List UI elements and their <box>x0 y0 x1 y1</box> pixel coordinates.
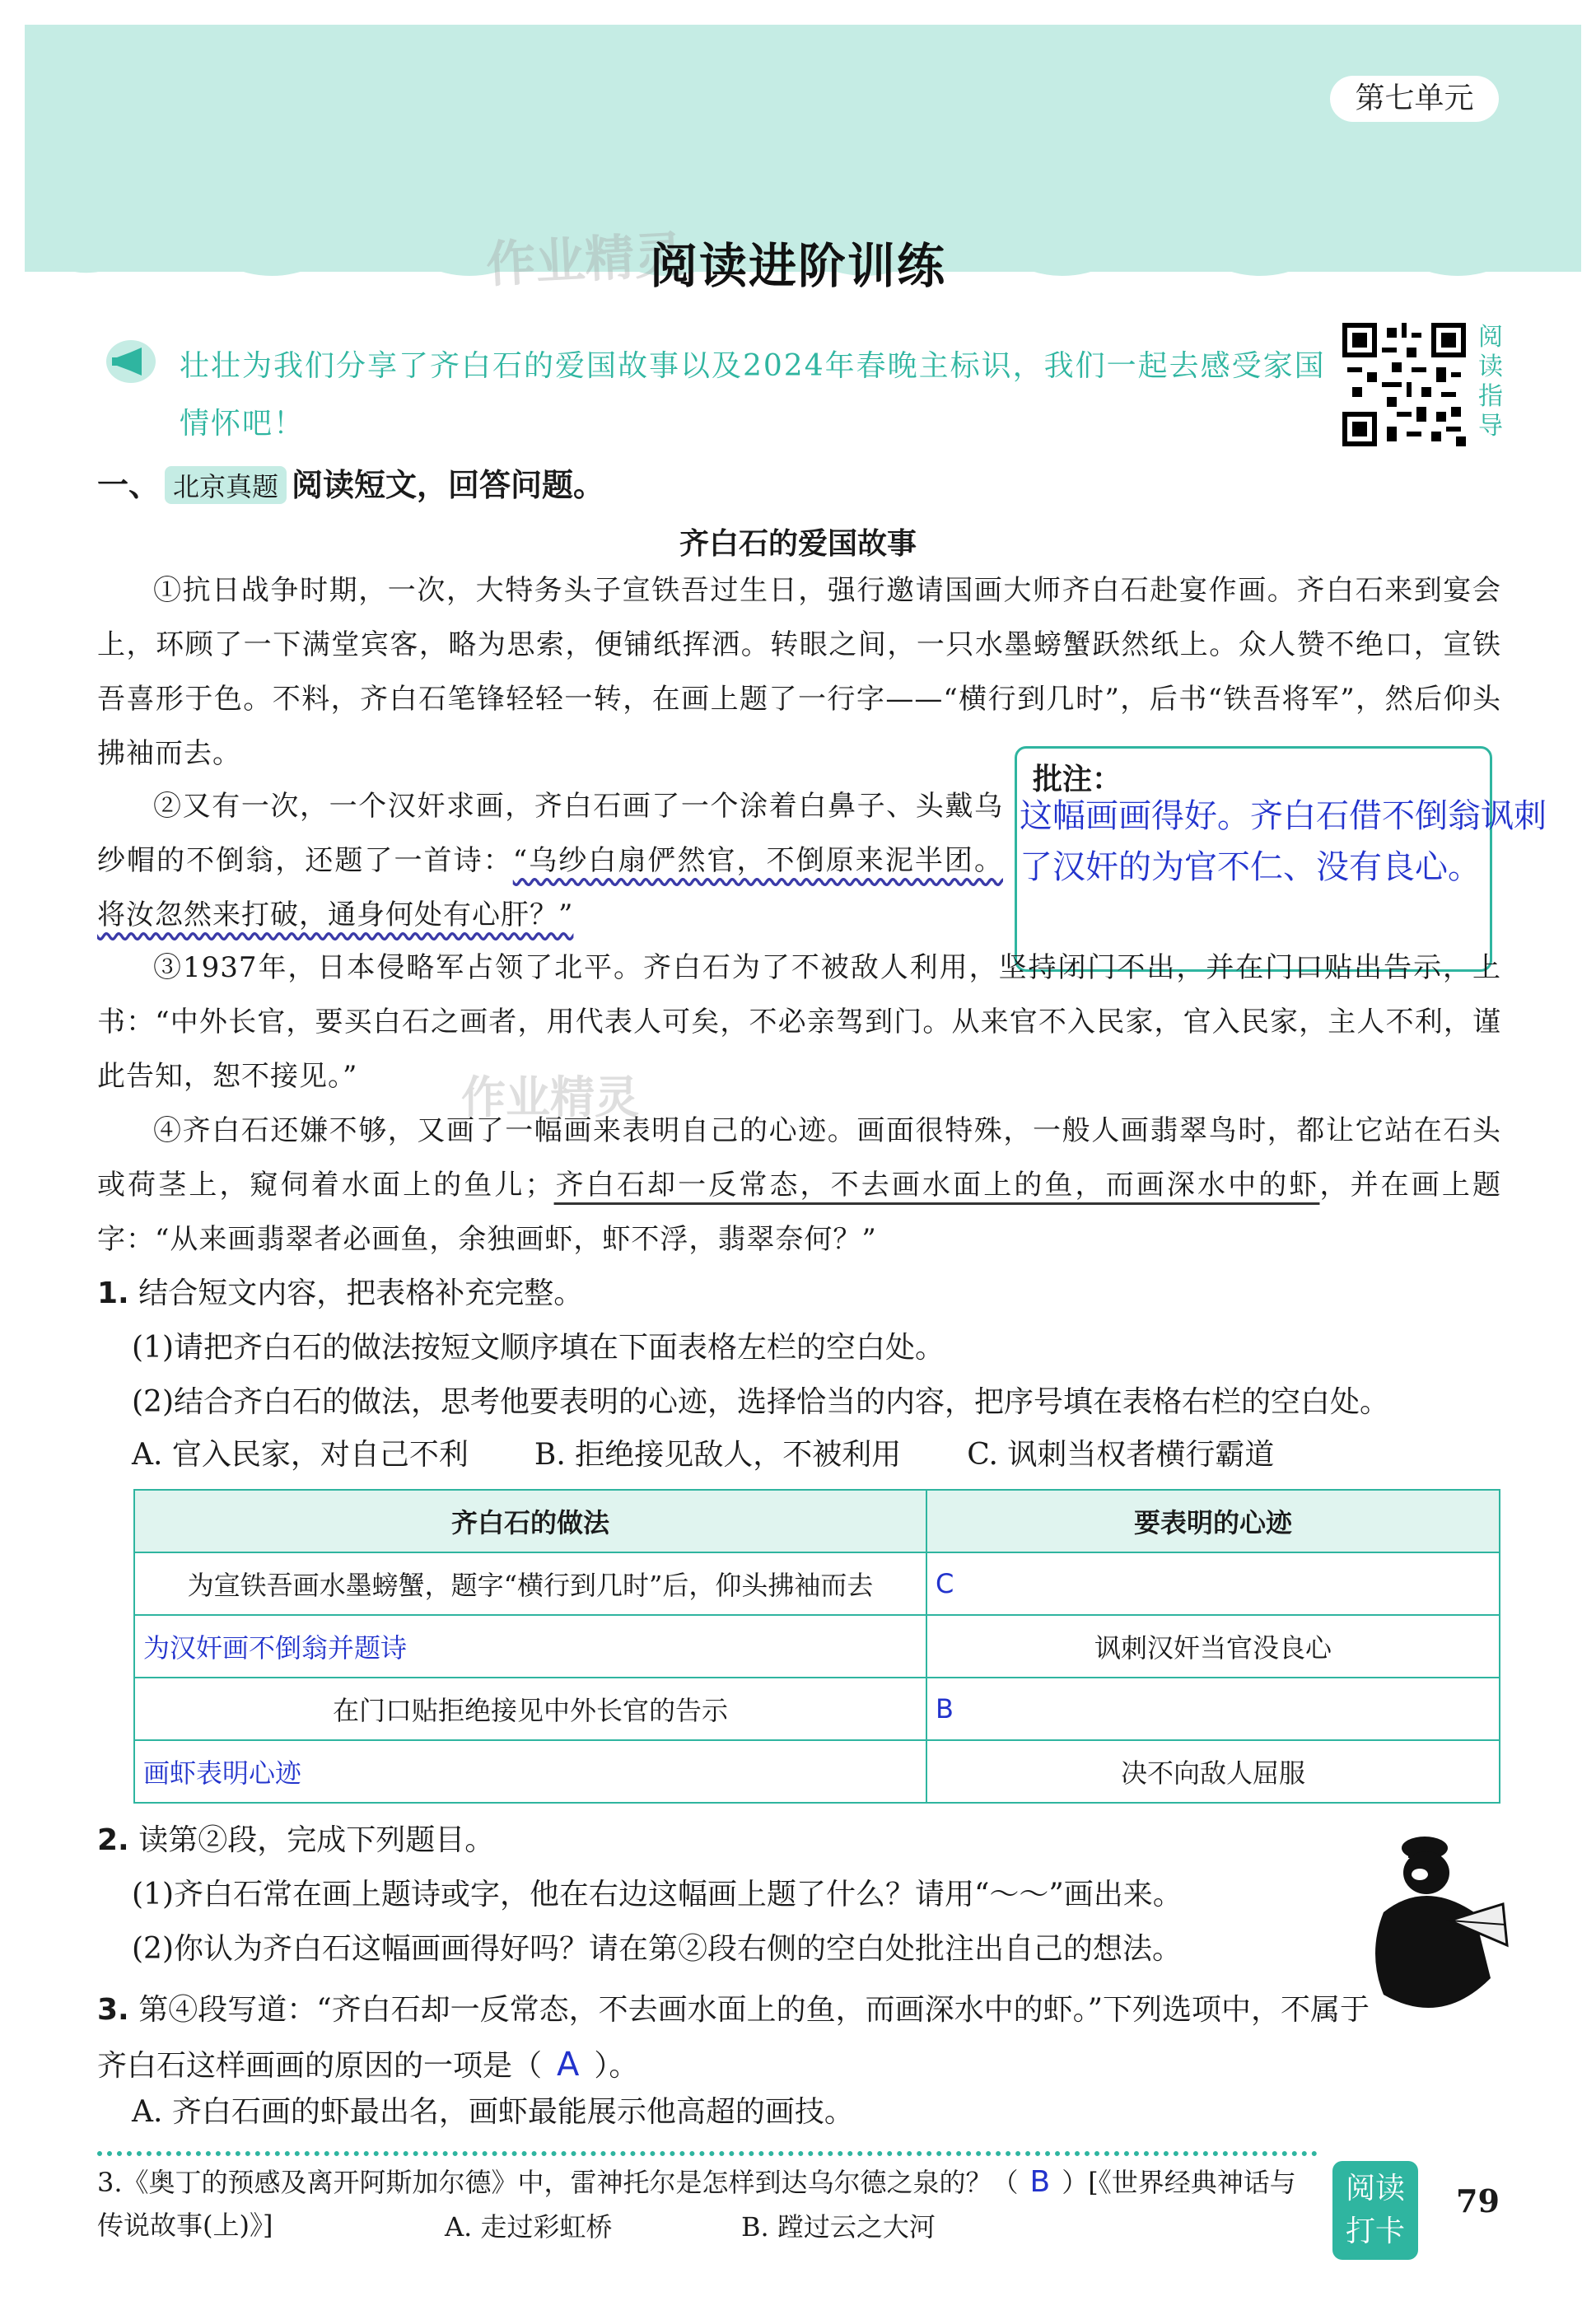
table-row <box>134 1678 1500 1740</box>
table-header-right: 要表明的心迹 <box>926 1490 1500 1552</box>
question-2-sub1: (1)齐白石常在画上题诗或字，他在右边这幅画上题了什么？请用“～～”画出来。 <box>132 1878 1183 1911</box>
page-number: 79 <box>1456 2182 1500 2219</box>
question-3-stem-a: 第④段写道：“齐白石却一反常态，不去画水面上的鱼，而画深水中的虾。”下列选项中，不属于齐白石这样画画的原因的一项是（ <box>97 1993 1370 2083</box>
option-a: A. 官入民家，对自己不利 <box>132 1438 469 1472</box>
watermark-middle: 作业精灵 <box>461 1071 639 1123</box>
question-1-options <box>132 1435 1499 1476</box>
unit-tag: 第七单元 <box>1330 76 1499 122</box>
paragraph-4 <box>97 1104 1501 1267</box>
poem-wavy-underline: “乌纱白扇俨然官，不倒原来泥半团。将汝忽然来打破，通身何处有心肝？” <box>97 844 1003 931</box>
table-cell-meaning: 讽刺汉奸当官没良心 <box>926 1615 1500 1678</box>
footer-question-text-a: 3.《奥丁的预感及离开阿斯加尔德》中，雷神托尔是怎样到达乌尔德之泉的？（ <box>97 2167 1019 2198</box>
footer-question <box>97 2161 1316 2247</box>
table-header-left: 齐白石的做法 <box>134 1490 926 1552</box>
table-cell-action: 在门口贴拒绝接见中外长官的告示 <box>134 1678 926 1740</box>
table-cell-answer[interactable]: 画虾表明心迹 <box>134 1740 926 1803</box>
paragraph-4-text-a: ④齐白石还嫌不够，又画了一幅画来表明自己的心迹。画面很特殊，一般人画翡翠鸟时，都让它站在石头或荷茎上，窥伺着水面上的鱼儿； <box>97 1114 1501 1202</box>
exam-tag: 北京真题 <box>165 466 287 504</box>
paragraph-2 <box>97 779 1003 942</box>
question-1-stem: 结合短文内容，把表格补充完整。 <box>138 1277 584 1310</box>
qr-label: 阅读指导 <box>1478 323 1503 441</box>
question-3-answer[interactable]: A <box>557 2046 580 2084</box>
table-row <box>134 1740 1500 1803</box>
table-row <box>134 1615 1500 1678</box>
annotation-head: 批注： <box>1033 763 1122 796</box>
paragraph-4-text-b: ，并在画上题字：“从来画翡翠者必画鱼，余独画虾，虾不浮，翡翠奈何？” <box>97 1169 1502 1256</box>
answer-table <box>133 1489 1500 1804</box>
page-title: 阅读进阶训练 <box>649 238 946 294</box>
paragraph-3: ③1937年，日本侵略军占领了北平。齐白石为了不被敌人利用，坚持闭门不出，并在门口贴出告示，上书：“中外长官，要买白石之画者，用代表人可矣，不必亲驾到门。从来官不入民家，官入民家，主人不利，谨此告知，恕不接见。” <box>97 951 1501 1093</box>
section-instruction: 阅读短文，回答问题。 <box>292 467 605 503</box>
paragraph-1: ①抗日战争时期，一次，大特务头子宣铁吾过生日，强行邀请国画大师齐白石赴宴作画。齐白石来到宴会上，环顾了一下满堂宾客，略为思索，便铺纸挥洒。转眼之间，一只水墨螃蟹跃然纸上。众人赞不绝口，宣铁吾喜形于色。不料，齐白石笔锋轻轻一转，在画上题了一行字——“横行到几时”，后书“铁吾将军”，然后仰头拂袖而去。 <box>97 574 1501 770</box>
question-3-option-a: A. 齐白石画的虾最出名，画虾最能展示他高超的画技。 <box>132 2095 854 2129</box>
table-cell-answer[interactable]: C <box>926 1552 1500 1615</box>
option-c: C. 讽刺当权者横行霸道 <box>967 1438 1275 1472</box>
annotation-handwriting: 这幅画画得好。齐白石借不倒翁讽刺了汉奸的为官不仁、没有良心。 <box>1020 797 1547 886</box>
qr-code-icon[interactable] <box>1342 323 1466 446</box>
question-2-sub2: (2)你认为齐白石这幅画画得好吗？请在第②段右侧的空白处批注出自己的想法。 <box>132 1932 1182 1966</box>
table-cell-action: 为宣铁吾画水墨螃蟹，题字“横行到几时”后，仰头拂袖而去 <box>134 1552 926 1615</box>
section-heading <box>97 460 604 505</box>
footer-option-b: B. 蹚过云之大河 <box>741 2211 936 2243</box>
option-b: B. 拒绝接见敌人，不被利用 <box>534 1438 902 1472</box>
table-cell-meaning: 决不向敌人屈服 <box>926 1740 1500 1803</box>
question-2-stem: 读第②段，完成下列题目。 <box>138 1823 495 1857</box>
tumbler-painting-illustration <box>1359 1822 1524 2028</box>
table-cell-answer[interactable]: B <box>926 1678 1500 1740</box>
section-number: 一、 <box>97 467 161 503</box>
question-1: 1. 结合短文内容，把表格补充完整。 <box>97 1277 584 1310</box>
table-header-row <box>134 1490 1500 1552</box>
paragraph-4-underline: 齐白石却一反常态，不去画水面上的鱼，而画深水中的虾 <box>553 1169 1320 1202</box>
watermark: 作业精灵 <box>484 226 685 295</box>
footer-answer[interactable]: B <box>1029 2165 1051 2199</box>
question-3-stem-b: ）。 <box>594 2049 639 2083</box>
megaphone-icon <box>105 339 156 384</box>
question-3: 3. 第④段写道：“齐白石却一反常态，不去画水面上的鱼，而画深水中的虾。”下列选项中，不属于齐白石这样画画的原因的一项是（ A ）。 <box>97 1993 1370 2084</box>
table-cell-answer[interactable]: 为汉奸画不倒翁并题诗 <box>134 1615 926 1678</box>
article-title: 齐白石的爱国故事 <box>679 527 917 561</box>
footer-option-a: A. 走过彩虹桥 <box>445 2211 613 2243</box>
footer-question-text-b: ）[《世界经典神话与传说故事(上)》] <box>97 2167 1296 2241</box>
question-2: 2. 读第②段，完成下列题目。 <box>97 1823 495 1857</box>
footer-divider <box>97 2151 1318 2156</box>
question-1-sub2: (2)结合齐白石的做法，思考他要表明的心迹，选择恰当的内容，把序号填在表格右栏的空白处。 <box>132 1385 1389 1419</box>
question-1-sub1: (1)请把齐白石的做法按短文顺序填在下面表格左栏的空白处。 <box>132 1331 945 1365</box>
paragraph-2-text: ②又有一次，一个汉奸求画，齐白石画了一个涂着白鼻子、头戴乌纱帽的不倒翁，还题了一首诗： <box>97 790 1003 877</box>
table-row <box>134 1552 1500 1615</box>
intro-text: 壮壮为我们分享了齐白石的爱国故事以及2024年春晚主标识，我们一起去感受家国情怀吧！ <box>180 349 1326 441</box>
reading-checkin-badge: 阅读打卡 <box>1332 2161 1418 2260</box>
